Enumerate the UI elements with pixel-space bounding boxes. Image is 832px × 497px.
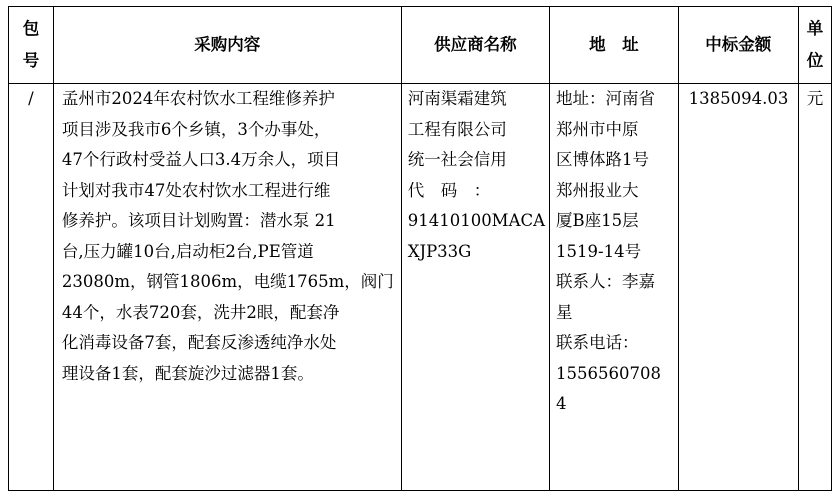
address-line: 郑州报业大	[556, 180, 639, 200]
header-package-char: 包	[22, 19, 40, 38]
address-line: 区博体路1号	[556, 150, 650, 169]
cell-package-no: /	[9, 84, 54, 491]
header-package-no	[9, 7, 54, 84]
supplier-line: 代 码 ：	[407, 180, 491, 200]
header-package-char: 号	[22, 51, 40, 70]
cell-address	[550, 84, 679, 491]
address-line: 联系电话：	[556, 333, 639, 352]
header-row	[9, 7, 832, 84]
content-line: 孟州市2024年农村饮水工程维修养护	[61, 89, 335, 108]
content-line: 修养护。该项目计划购置：潜水泵 21	[61, 211, 336, 230]
address-line: 郑州市中原	[556, 119, 639, 139]
supplier-line: 工程有限公司	[407, 119, 507, 139]
cell-content	[53, 84, 401, 491]
content-line: 计划对我市47处农村饮水工程进行维	[61, 180, 331, 200]
cell-unit: 元	[798, 84, 831, 491]
address-line: 1556560708	[556, 363, 662, 383]
content-line: 台,压力罐10台,启动柜2台,PE管道	[61, 241, 314, 261]
header-unit-char: 位	[806, 51, 824, 70]
address-line: 4	[556, 394, 567, 413]
cell-amount: 1385094.03	[678, 84, 798, 491]
supplier-line: 河南渠霜建筑	[407, 89, 507, 108]
supplier-line: 统一社会信用	[407, 150, 507, 169]
address-line: 星	[556, 302, 573, 322]
supplier-line: 91410100MACA	[407, 211, 546, 230]
content-line: 23080m，钢管1806m，电缆1765m，阀门	[61, 272, 394, 291]
header-unit	[798, 7, 831, 84]
content-line: 44个，水表720套，洗井2眼，配套净	[61, 302, 340, 322]
header-unit-char: 单	[806, 19, 824, 38]
content-line: 项目涉及我市6个乡镇，3个办事处，	[61, 119, 331, 139]
header-amount: 中标金额	[678, 7, 798, 84]
content-line: 化消毒设备7套，配套反渗透纯净水处	[61, 333, 337, 352]
address-line: 联系人：李嘉	[556, 272, 656, 291]
table-row	[9, 84, 832, 491]
supplier-line: XJP33G	[407, 241, 472, 261]
content-line: 47个行政村受益人口3.4万余人，项目	[61, 150, 341, 169]
header-address: 地 址	[550, 7, 679, 84]
header-content: 采购内容	[53, 7, 401, 84]
award-table	[8, 6, 832, 491]
address-line: 1519-14号	[556, 241, 642, 261]
content-line: 理设备1套，配套旋沙过滤器1套。	[61, 363, 314, 383]
address-line: 地址：河南省	[556, 89, 656, 108]
cell-supplier	[401, 84, 549, 491]
header-supplier: 供应商名称	[401, 7, 549, 84]
address-line: 厦B座15层	[556, 211, 639, 230]
